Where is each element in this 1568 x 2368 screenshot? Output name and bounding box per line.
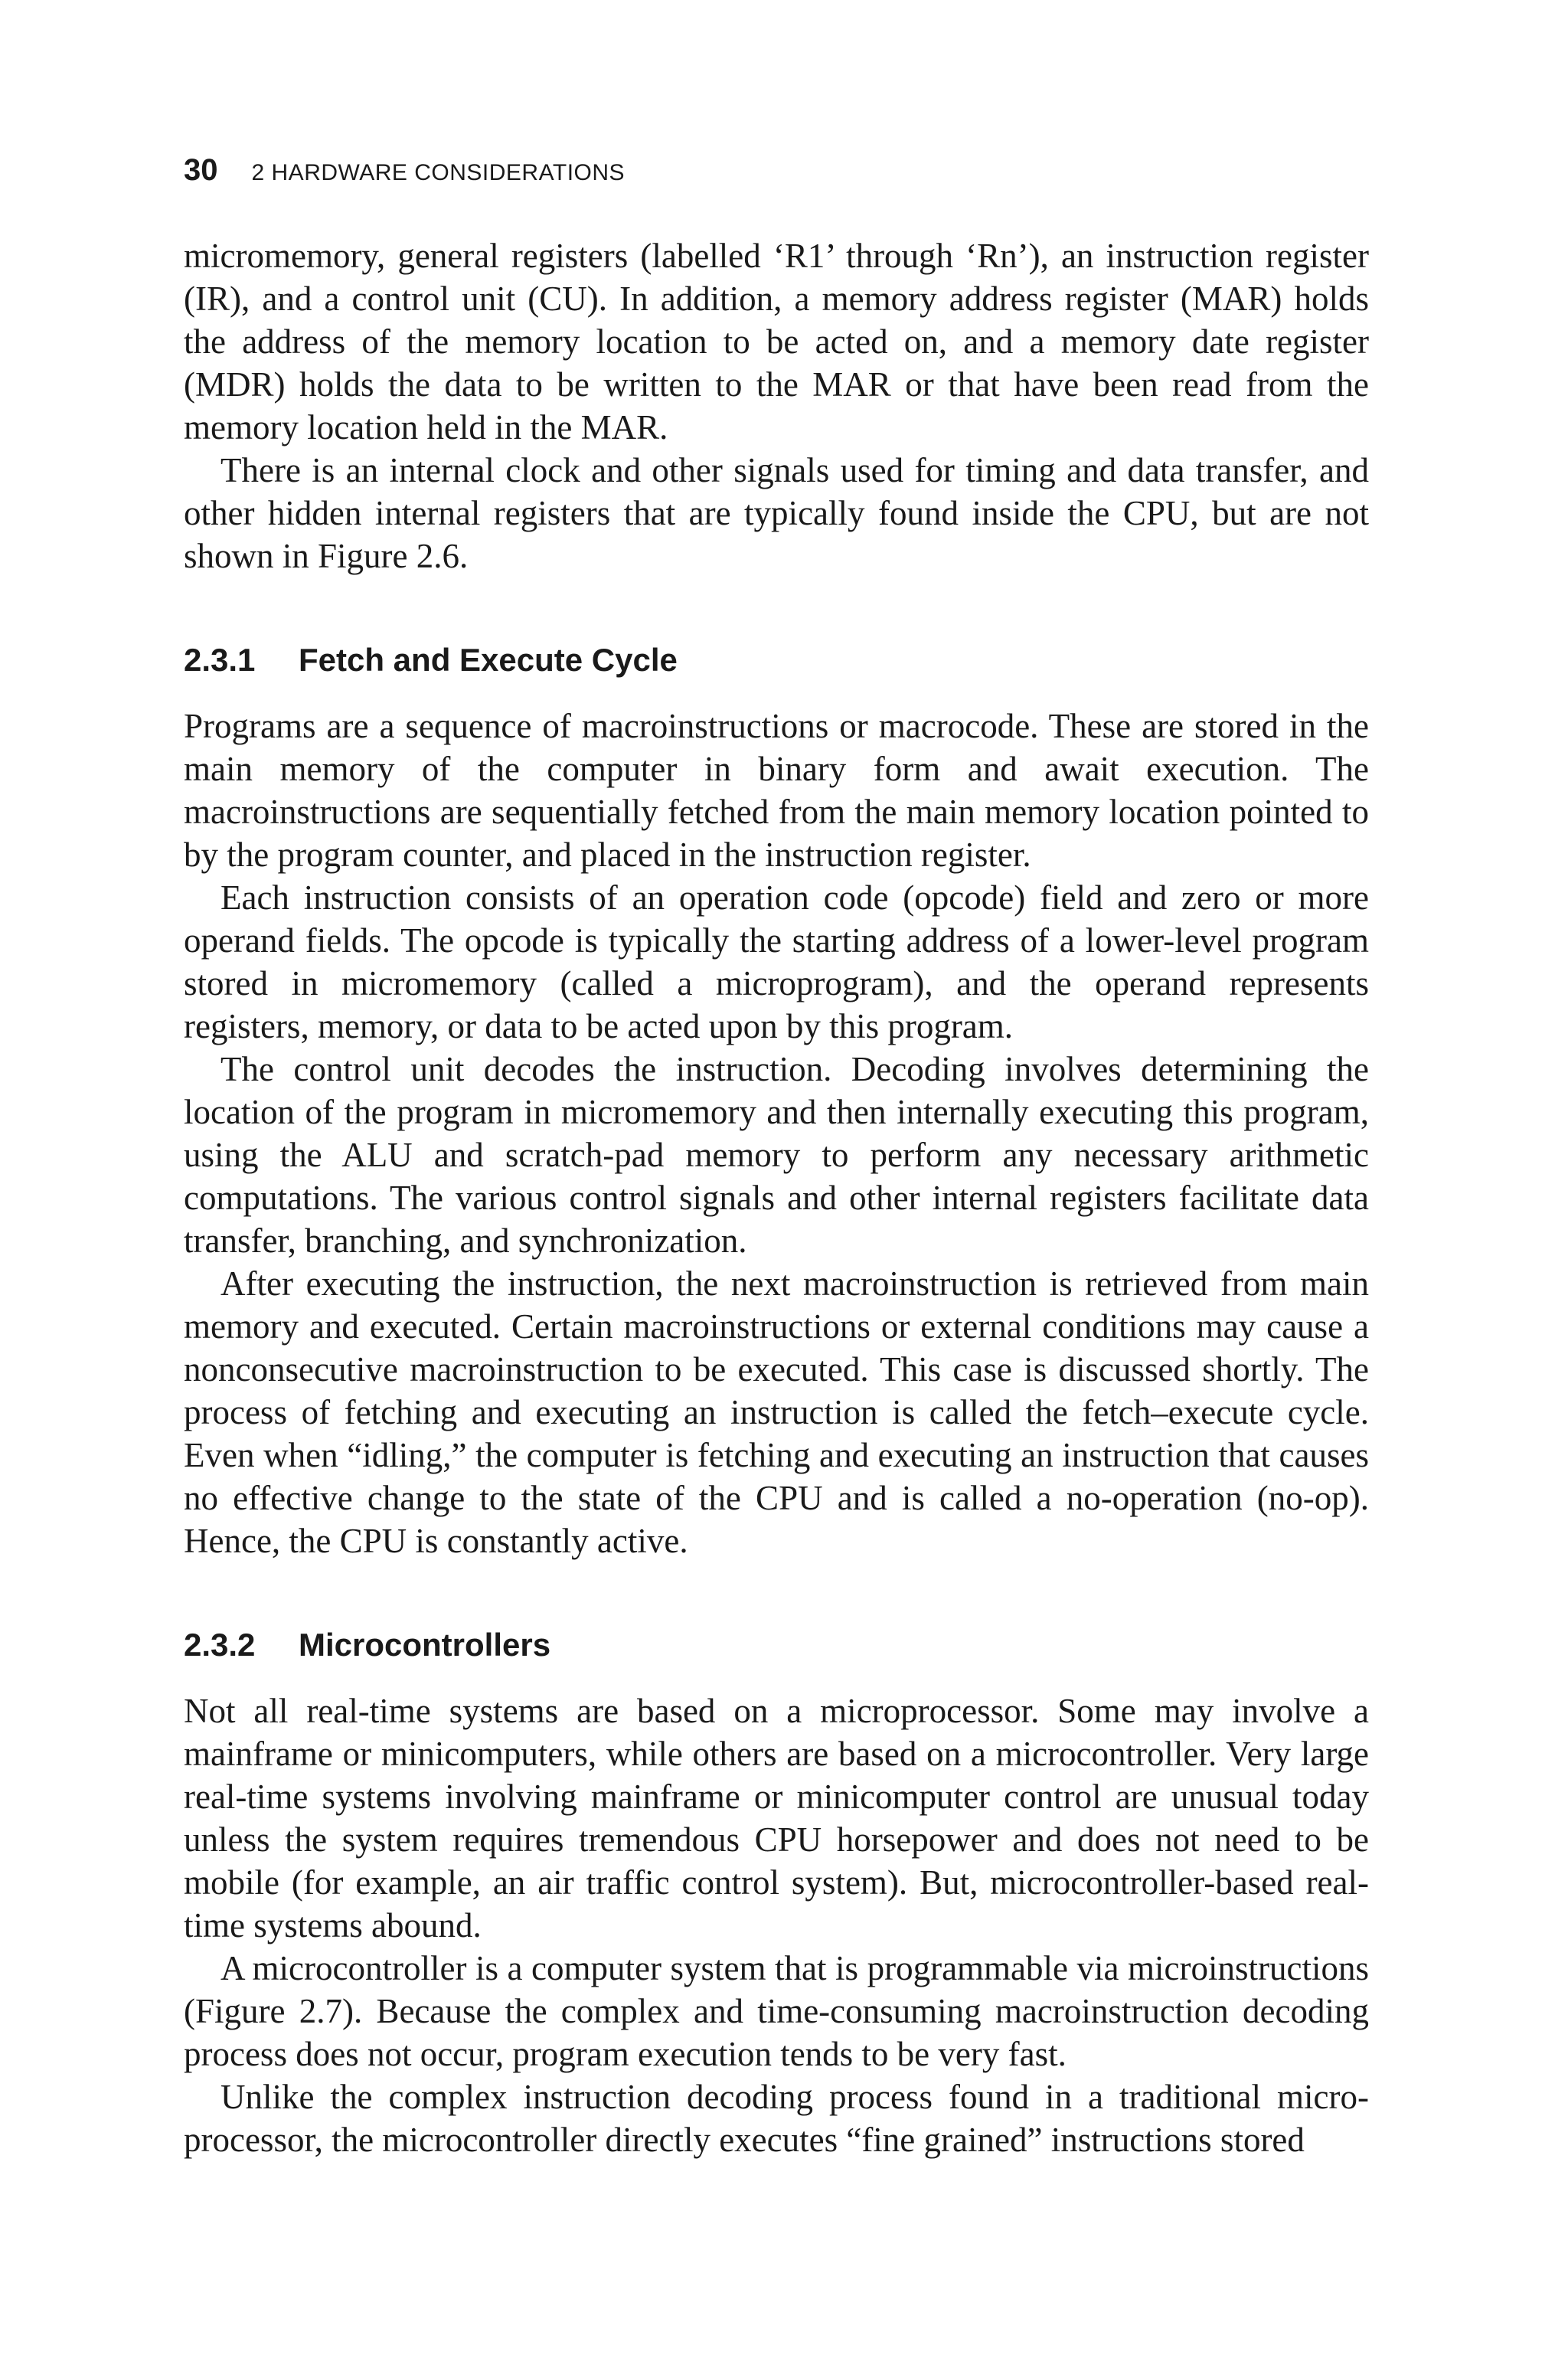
paragraph: A microcontroller is a computer system that is programmable via microinstructions (Figure 2.7). Because the complex and time-consuming macroinstruction decoding process does not occur, program execution tends to be very fast.	[184, 1949, 1369, 2073]
paragraph: Unlike the complex instruction decoding process found in a traditional microprocessor, the microcontroller directly executes “fine grained” instructions stored	[184, 2078, 1369, 2159]
paragraph: Programs are a sequence of macroinstructions or macrocode. These are stored in the main memory of the computer in binary form and await execution. The macroinstructions are sequentially fetched from the main memory location pointed to by the program counter, and placed in the instruction register.	[184, 707, 1369, 874]
section-heading-2-3-2	[184, 1624, 1369, 1666]
section-number: 2.3.2	[184, 1627, 256, 1663]
chapter-title: 2 HARDWARE CONSIDERATIONS	[251, 160, 626, 185]
paragraph: After executing the instruction, the next macroinstruction is retrieved from main memory and executed. Certain macroinstructions or external conditions may cause a nonconsecutive macroinstruction to be executed. This case is discussed shortly. The process of fetching and executing an instruction is called the fetch–execute cycle. Even when “idling,” the computer is fetching and executing an instruction that causes no effective change to the state of the CPU and is called a no-operation (no-op). Hence, the CPU is constantly active.	[184, 1264, 1369, 1560]
paragraph: Not all real-time systems are based on a microprocessor. Some may involve a mainframe or minicomputers, while others are based on a microcontroller. Very large real-time systems involving mainframe or minicomputer control are unusual today unless the system requires tremendous CPU horsepower and does not need to be mobile (for example, an air traffic control system). But, microcontroller-based real-time systems abound.	[184, 1692, 1369, 1944]
section-title: Microcontrollers	[299, 1627, 551, 1663]
section-title: Fetch and Execute Cycle	[299, 642, 678, 678]
paragraph: micromemory, general registers (labelled ‘R1’ through ‘Rn’), an instruction register (IR), and a control unit (CU). In addition, a memory address register (MAR) holds the address of the memory location to be acted on, and a memory date register (MDR) holds the data to be written to the MAR or that have been read from the memory location held in the MAR.	[184, 237, 1369, 446]
section-number: 2.3.1	[184, 642, 256, 678]
section-heading-2-3-1	[184, 639, 1369, 682]
page-number: 30	[184, 153, 218, 187]
paragraph: There is an internal clock and other signals used for timing and data transfer, and other hidden internal registers that are typically found inside the CPU, but are not shown in Figure 2.6.	[184, 451, 1369, 575]
paragraph: The control unit decodes the instruction. Decoding involves determining the location of the program in micromemory and then internally executing this program, using the ALU and scratch-pad memory to perform any necessary arithmetic computations. The various control signals and other internal registers facilitate data transfer, branching, and synchronization.	[184, 1050, 1369, 1260]
running-head	[184, 153, 625, 188]
body-text	[184, 234, 1369, 2161]
paragraph: Each instruction consists of an operation code (opcode) field and zero or more operand fields. The opcode is typically the starting address of a lower-level program stored in micromemory (called a microprogram), and the operand represents registers, memory, or data to be acted upon by this program.	[184, 878, 1369, 1045]
